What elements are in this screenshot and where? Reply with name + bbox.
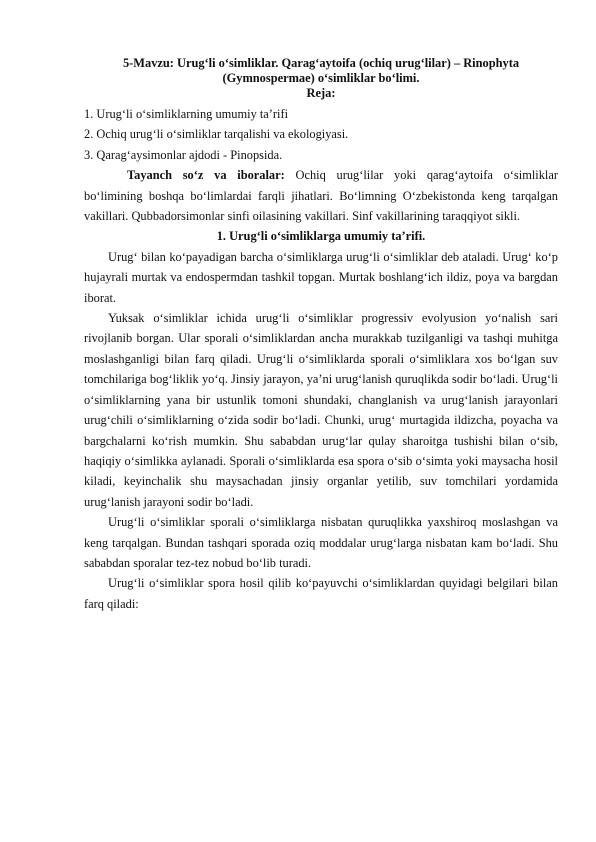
body-paragraph: Urugʻli oʻsimliklar sporali oʻsimliklarga nisbatan quruqlikka yaxshiroq moslashgan va keng tarqalgan. Bundan tashqari sporada oziq moddalar urugʻlarga nisbatan kam boʻladi. Shu sababdan sporalar tez-tez nobud boʻlib turadi.	[84, 515, 558, 570]
plan-item: 3. Qaragʻaysimonlar ajdodi - Pinopsida.	[84, 147, 283, 162]
plan-heading: Reja:	[306, 86, 336, 100]
body-paragraph: Urugʻli oʻsimliklar spora hosil qilib koʻpayuvchi oʻsimliklardan quyidagi belgilari bilan farq qiladi:	[84, 576, 558, 611]
body-paragraph: Urugʻ bilan koʻpayadigan barcha oʻsimliklarga urugʻli oʻsimliklar deb ataladi. Urugʻ koʻp hujayrali murtak va endospermdan tashkil topgan. Murtak boshlangʻich ildiz, poya va bargdan iborat.	[84, 249, 558, 305]
body-paragraph: Yuksak oʻsimliklar ichida urugʻli oʻsimliklar progressiv evolyusion yoʻnalish sari rivojlanib borgan. Ular sporali oʻsimliklardan ancha murakkab tuzilganligi va tashqi muhitga moslashganligi bilan farq qiladi. Urugʻli oʻsimliklarda sporali oʻsimliklara xos boʻlgan suv tomchilariga bogʻliklik yoʻq. Jinsiy jarayon, yaʼni urugʻlanish quruqlikda sodir boʻladi. Urugʻli oʻsimliklarning yana bir ustunlik tomoni shundaki, changlanish va urugʻlanish jarayonlari urugʻchili oʻsimliklarning oʻzida sodir boʻladi. Chunki, urugʻ murtagida ildizcha, poyacha va bargchalarni koʻrish mumkin. Shu sababdan urugʻlar qulay sharoitga tushishi bilan oʻsib, haqiqiy oʻsimlikka aylanadi. Sporali oʻsimliklarda esa spora oʻsib oʻsimta yoki maysacha hosil kiladi, keyinchalik shu maysachadan jinsiy organlar yetilib, suv tomchilari yordamida urugʻlanish jarayoni sodir boʻladi.	[84, 311, 558, 509]
keywords-label: Tayanch soʻz va iboralar:	[127, 168, 285, 183]
keywords-text: Ochiq urugʻlilar yoki qaragʻaytoifa oʻsimliklar boʻlimining boshqa boʻlimlardai farqli jihatlari. Boʻlimning Oʻzbekistonda keng tarqalgan vakillari. Qubbadorsimonlar sinfi oilasining vakillari. Sinf vakillarining taraqqiyot sikli.	[84, 168, 558, 224]
plan-item: 1. Urugʻli oʻsimliklarning umumiy taʼrifi	[84, 107, 289, 121]
plan-list	[84, 104, 558, 165]
page-title: 5-Mavzu: Urugʻli oʻsimliklar. Qaragʻaytoifa (ochiq urugʻlilar) – Rinophyta (Gymnospermae) oʻsimliklar boʻlimi.	[122, 56, 520, 85]
document-page	[84, 56, 558, 614]
plan-item: 2. Ochiq urugʻli oʻsimliklar tarqalishi va ekologiyasi.	[84, 127, 349, 142]
section-heading: 1. Urugʻli oʻsimliklarga umumiy taʼrifi.	[216, 229, 426, 244]
keywords-paragraph	[84, 165, 558, 226]
